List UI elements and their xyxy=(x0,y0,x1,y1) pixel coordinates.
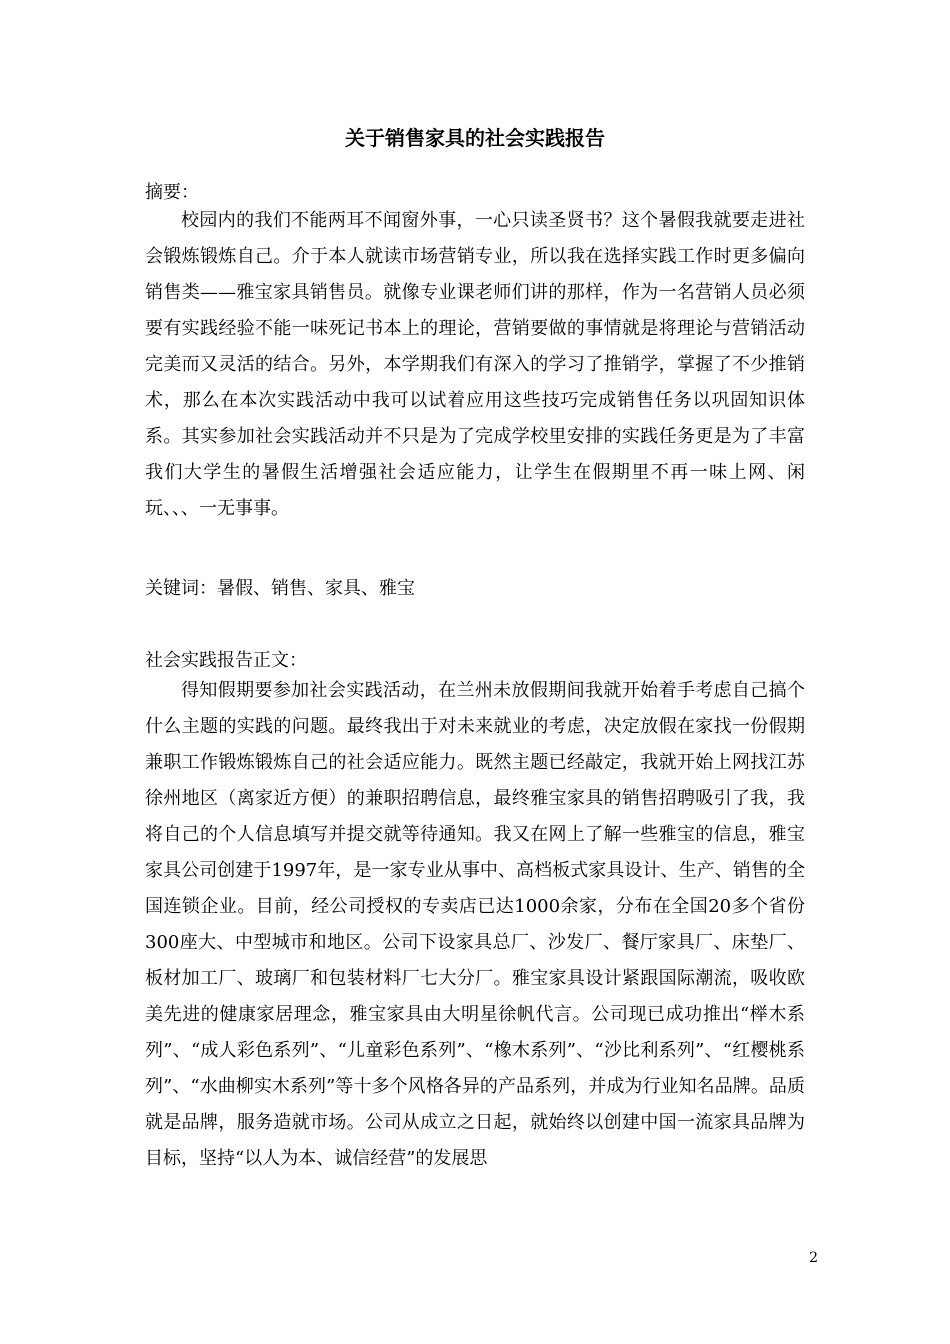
keywords-line: 关键词：暑假、销售、家具、雅宝 xyxy=(145,578,415,599)
main-paragraph: 得知假期要参加社会实践活动，在兰州未放假期间我就开始着手考虑自己搞个什么主题的实践的问题。最终我出于对未来就业的考虑，决定放假在家找一份假期兼职工作锻炼锻炼自己的社会适应能力。既然主题已经敲定，我就开始上网找江苏徐州地区（离家近方便）的兼职招聘信息，最终雅宝家具的销售招聘吸引了我，我将自己的个人信息填写并提交就等待通知。我又在网上了解一些雅宝的信息，雅宝家具公司创建于1997年，是一家专业从事中、高档板式家具设计、生产、销售的全国连锁企业。目前，经公司授权的专卖店已达1000余家，分布在全国20多个省份300座大、中型城市和地区。公司下设家具总厂、沙发厂、餐厅家具厂、床垫厂、板材加工厂、玻璃厂和包装材料厂七大分厂。雅宝家具设计紧跟国际潮流，吸收欧美先进的健康家居理念，雅宝家具由大明星徐帆代言。公司现已成功推出“榉木系列”、“成人彩色系列”、“儿童彩色系列”、“橡木系列”、“沙比利系列”、“红樱桃系列”、“水曲柳实木系列”等十多个风格各异的产品系列，并成为行业知名品牌。品质就是品牌，服务造就市场。公司从成立之日起，就始终以创建中国一流家具品牌为目标，坚持“以人为本、诚信经营”的发展思 xyxy=(145,680,805,1169)
report-title: 关于销售家具的社会实践报告 xyxy=(345,126,605,150)
page-number: 2 xyxy=(809,1250,818,1266)
abstract-paragraph: 校园内的我们不能两耳不闻窗外事，一心只读圣贤书？这个暑假我就要走进社会锻炼锻炼自己。介于本人就读市场营销专业，所以我在选择实践工作时更多偏向销售类——雅宝家具销售员。就像专业课老师们讲的那样，作为一名营销人员必须要有实践经验不能一味死记书本上的理论，营销要做的事情就是将理论与营销活动完美而又灵活的结合。另外，本学期我们有深入的学习了推销学，掌握了不少推销术，那么在本次实践活动中我可以试着应用这些技巧完成销售任务以巩固知识体系。其实参加社会实践活动并不只是为了完成学校里安排的实践任务更是为了丰富我们大学生的暑假生活增强社会适应能力，让学生在假期里不再一味上网、闲玩、、、一无事事。 xyxy=(145,210,805,519)
main-text-label: 社会实践报告正文： xyxy=(145,650,307,671)
abstract-label: 摘要： xyxy=(145,182,199,203)
